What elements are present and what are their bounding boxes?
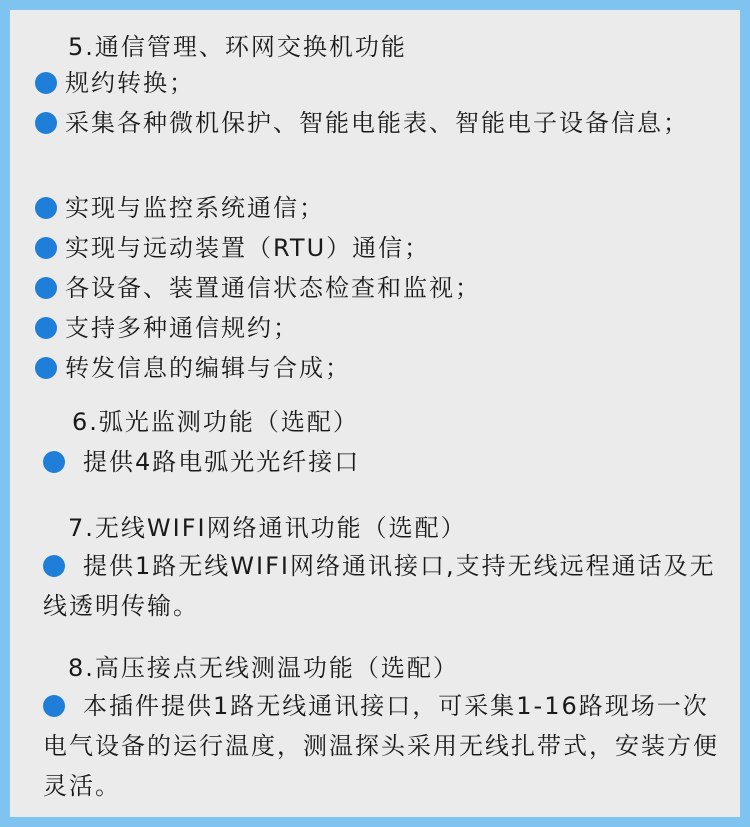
list-item: 实现与监控系统通信； bbox=[35, 188, 730, 228]
list-item: 各设备、装置通信状态检查和监视； bbox=[35, 268, 730, 308]
list-item: 实现与远动装置（RTU）通信； bbox=[35, 228, 730, 268]
section-8-title: 8.高压接点无线测温功能（选配） bbox=[68, 654, 459, 682]
bullet-icon bbox=[35, 197, 57, 219]
list-item: 采集各种微机保护、智能电能表、智能电子设备信息； bbox=[35, 103, 730, 143]
bullet-icon bbox=[35, 237, 57, 259]
bullet-icon bbox=[43, 555, 65, 577]
list-item: 规约转换； bbox=[35, 63, 730, 103]
section-6-title: 6.弧光监测功能（选配） bbox=[72, 408, 359, 436]
bullet-icon bbox=[43, 451, 65, 473]
bullet-icon bbox=[43, 695, 65, 717]
bullet-icon bbox=[35, 317, 57, 339]
bullet-icon bbox=[35, 277, 57, 299]
list-item: 本插件提供1路无线通讯接口，可采集1-16路现场一次电气设备的运行温度，测温探头采用无线扎带式，安装方便灵活。 bbox=[43, 692, 719, 800]
bullet-icon bbox=[35, 112, 57, 134]
list-item: 支持多种通信规约； bbox=[35, 308, 730, 348]
document-card bbox=[10, 10, 740, 817]
section-5-title: 5.通信管理、环网交换机功能 bbox=[68, 33, 407, 61]
section-7-title: 7.无线WIFI网络通讯功能（选配） bbox=[68, 514, 467, 542]
list-item: 提供4路电弧光光纤接口 bbox=[43, 442, 730, 482]
list-item: 转发信息的编辑与合成； bbox=[35, 348, 730, 388]
bullet-icon bbox=[35, 357, 57, 379]
list-item: 提供1路无线WIFI网络通讯接口,支持无线远程通话及无线透明传输。 bbox=[43, 552, 716, 620]
bullet-icon bbox=[35, 72, 57, 94]
